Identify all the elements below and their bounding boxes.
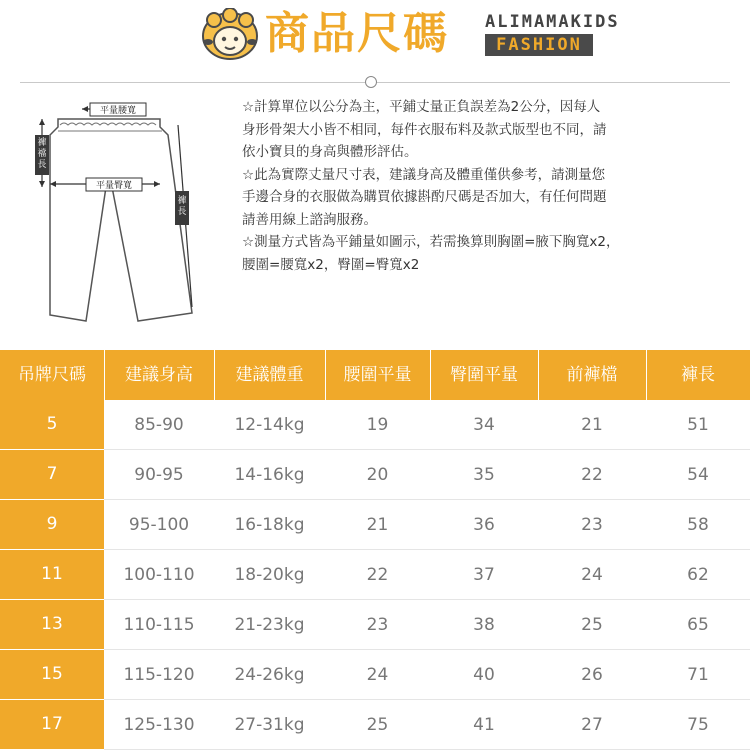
table-cell: 22	[581, 465, 603, 485]
note-line: 手邊合身的衣服做為購買依據斟酌尺碼是否加大，有任何問題	[242, 189, 607, 205]
table-cell: 110-115	[123, 615, 195, 635]
size-notes	[242, 96, 742, 276]
table-row	[0, 550, 750, 600]
table-cell: 65	[687, 615, 709, 635]
pants-outline	[50, 119, 192, 321]
table-cell: 21-23kg	[234, 615, 305, 635]
size-label: 15	[0, 650, 104, 699]
table-cell: 20	[366, 465, 389, 485]
table-cell: 27	[581, 715, 603, 735]
table-cell: 12-14kg	[234, 415, 305, 435]
brand-name: ALIMAMAKIDS	[485, 12, 620, 32]
table-cell: 115-120	[123, 665, 195, 685]
table-cell: 18-20kg	[234, 565, 305, 585]
table-header	[0, 350, 750, 400]
table-cell: 41	[473, 715, 495, 735]
table-cell: 24	[366, 665, 389, 685]
note-line: ☆測量方式皆為平鋪量如圖示，若需換算則胸圍=腋下胸寬x2，	[242, 234, 620, 250]
table-cell: 21	[581, 415, 603, 435]
rise-label: 褲襠長	[37, 138, 47, 170]
column-header: 臀圍平量	[450, 365, 518, 385]
header	[0, 0, 750, 70]
table-row	[0, 400, 750, 450]
size-label: 13	[0, 600, 104, 649]
table-cell: 62	[687, 565, 709, 585]
brand-tagline: FASHION	[485, 34, 593, 56]
table-cell: 16-18kg	[234, 515, 305, 535]
table-row	[0, 500, 750, 550]
divider-circle-icon	[365, 76, 377, 88]
note-line: ☆此為實際丈量尺寸表，建議身高及體重僅供參考，請測量您	[242, 166, 606, 183]
table-row	[0, 600, 750, 650]
table-cell: 23	[366, 615, 389, 635]
table-cell: 36	[473, 515, 495, 535]
table-row	[0, 700, 750, 750]
table-cell: 58	[687, 515, 709, 535]
table-cell: 125-130	[123, 715, 195, 735]
note-line: 腰圍=腰寬x2，臀圍=臀寬x2	[242, 256, 420, 273]
column-header: 腰圍平量	[343, 365, 412, 385]
column-header: 前褲檔	[566, 365, 618, 385]
size-table	[0, 350, 750, 750]
note-line: 請善用線上諮詢服務。	[242, 211, 377, 228]
table-cell: 26	[581, 665, 603, 685]
column-header: 建議體重	[235, 365, 304, 385]
column-header: 褲長	[681, 365, 715, 385]
table-cell: 37	[473, 565, 495, 585]
hip-label: 平量臀寬	[95, 181, 133, 191]
note-line: ☆計算單位以公分為主，平鋪丈量正負誤差為2公分，因每人	[242, 99, 601, 115]
table-cell: 40	[473, 665, 495, 685]
length-label: 褲長	[177, 196, 187, 217]
table-cell: 19	[366, 415, 389, 435]
table-cell: 25	[581, 615, 603, 635]
table-cell: 51	[687, 415, 709, 435]
page-title: 商品尺碼	[265, 8, 449, 59]
table-cell: 14-16kg	[234, 465, 305, 485]
table-cell: 21	[366, 515, 389, 535]
waist-label: 平量腰寬	[99, 106, 137, 116]
table-cell: 27-31kg	[234, 715, 305, 735]
table-cell: 38	[473, 615, 495, 635]
table-cell: 95-100	[128, 515, 190, 535]
table-cell: 54	[687, 465, 709, 485]
table-cell: 100-110	[123, 565, 195, 585]
note-line: 身形骨架大小皆不相同，每件衣服布料及款式版型也不同，請	[242, 121, 607, 138]
size-label: 9	[0, 500, 104, 549]
size-label: 17	[0, 700, 104, 749]
table-cell: 34	[473, 415, 495, 435]
size-label: 5	[0, 400, 104, 449]
table-cell: 90-95	[134, 465, 184, 485]
table-row	[0, 650, 750, 700]
size-label: 7	[0, 450, 104, 499]
sheep-icon	[200, 8, 260, 64]
table-cell: 35	[473, 465, 495, 485]
size-label: 11	[0, 550, 104, 599]
table-cell: 75	[687, 715, 709, 735]
table-cell: 24	[581, 565, 603, 585]
table-cell: 71	[687, 665, 709, 685]
pants-diagram	[20, 95, 220, 335]
table-row	[0, 450, 750, 500]
table-cell: 23	[581, 515, 603, 535]
table-cell: 22	[366, 565, 389, 585]
table-cell: 24-26kg	[234, 665, 305, 685]
table-cell: 85-90	[134, 415, 184, 435]
note-line: 依小寶貝的身高與體形評估。	[242, 144, 418, 160]
column-header: 吊牌尺碼	[18, 365, 86, 385]
column-header: 建議身高	[125, 365, 193, 385]
table-cell: 25	[366, 715, 389, 735]
